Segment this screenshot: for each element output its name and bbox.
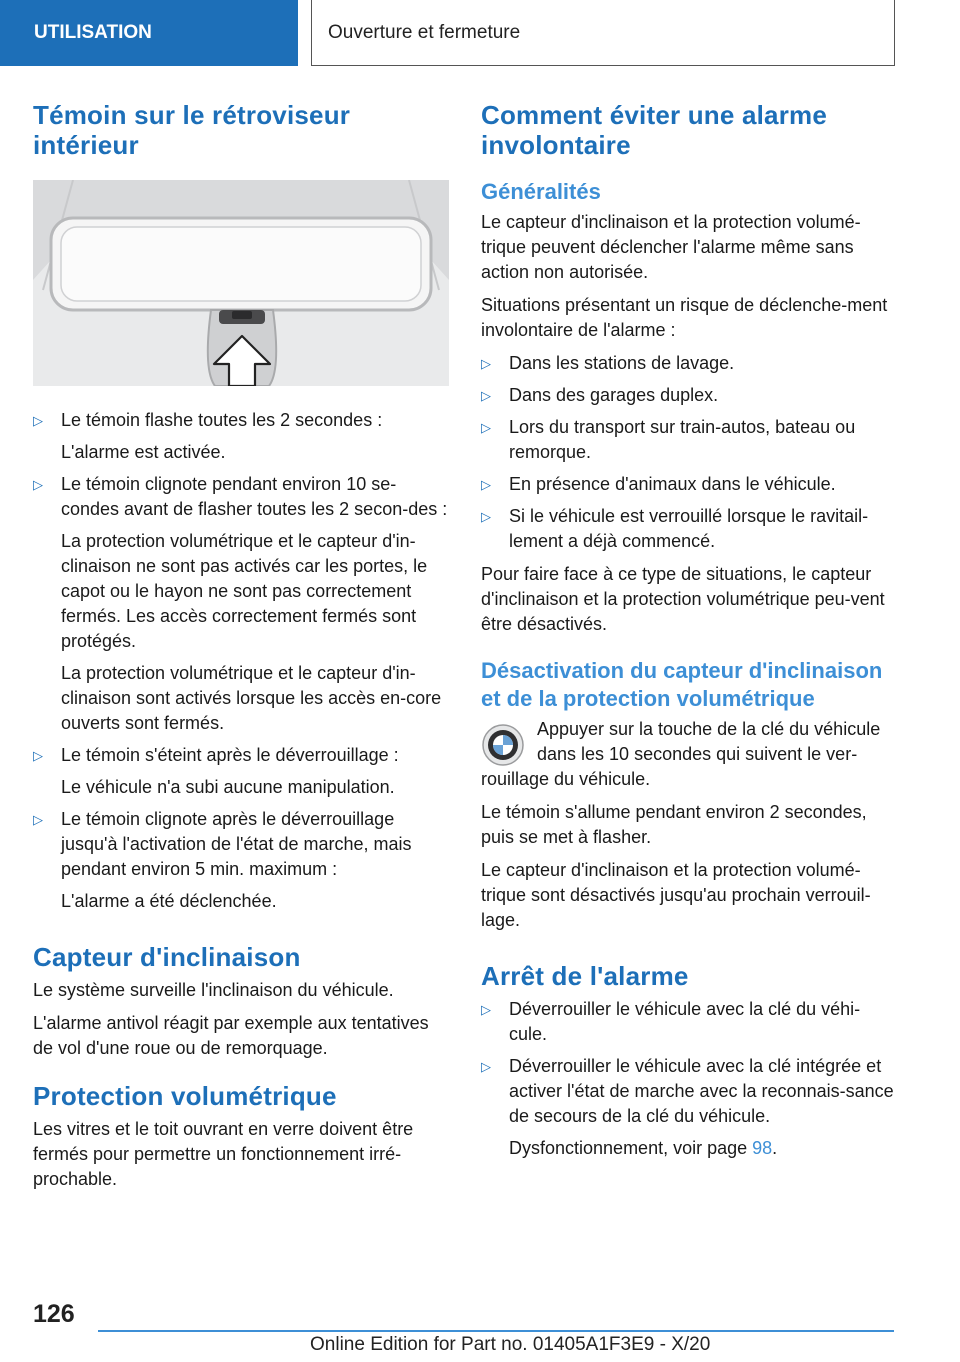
left-column bbox=[33, 100, 449, 1200]
stop-list bbox=[481, 997, 897, 1161]
heading-tilt-sensor: Capteur d'inclinaison bbox=[33, 942, 301, 972]
key-button-icon bbox=[481, 723, 525, 767]
list-item: ▷ Le témoin clignote pendant environ 10 se-condes avant de flasher toutes les 2 secon-des : La protection volumétrique et le capteur d'in-clinaison ne sont pas activés car les portes, le capot ou le hayon ne sont pas correctement fermés. Les accès correctement fermés sont protégés. La protection volumétrique et le capteur d'in-clinaison sont activés lorsque les accès en-core ouverts sont fermés. bbox=[33, 474, 448, 733]
list-item: ▷ Le témoin flashe toutes les 2 secondes : L'alarme est activée. bbox=[33, 410, 383, 462]
subheading-general: Généralités bbox=[481, 179, 601, 204]
page-reference-link[interactable]: 98 bbox=[752, 1138, 773, 1158]
section-tab: UTILISATION bbox=[0, 0, 298, 66]
triangle-bullet-icon: ▷ bbox=[33, 812, 43, 827]
list-item: ▷ Dans des garages duplex. bbox=[481, 383, 897, 408]
paragraph: Appuyer sur la touche de la clé du véhicule dans les 10 secondes qui suivent le ver-rouillage du véhicule. bbox=[481, 719, 881, 789]
triangle-bullet-icon: ▷ bbox=[33, 748, 43, 763]
paragraph: Pour faire face à ce type de situations, le capteur d'inclinaison et la protection volumétrique peu-vent être désactivés. bbox=[481, 564, 885, 634]
heading-volumetric: Protection volumétrique bbox=[33, 1081, 337, 1111]
footer-rule bbox=[98, 1330, 894, 1332]
heading-indicator: Témoin sur le rétroviseur intérieur bbox=[33, 100, 351, 160]
indicator-list bbox=[33, 408, 449, 914]
list-item: ▷ Si le véhicule est verrouillé lorsque le ravitail-lement a déjà commencé. bbox=[481, 506, 869, 551]
heading-avoid-alarm: Comment éviter une alarme involontaire bbox=[481, 100, 828, 160]
page-number: 126 bbox=[33, 1300, 75, 1328]
list-item: ▷ Déverrouiller le véhicule avec la clé du véhi-cule. bbox=[481, 999, 861, 1044]
paragraph: Le capteur d'inclinaison et la protection volumé-trique sont désactivés jusqu'au prochain verrouil-lage. bbox=[481, 860, 871, 930]
triangle-bullet-icon: ▷ bbox=[481, 420, 491, 435]
triangle-bullet-icon: ▷ bbox=[481, 1002, 491, 1017]
paragraph: Le système surveille l'inclinaison du véhicule. bbox=[33, 980, 394, 1000]
paragraph: Situations présentant un risque de déclenche-ment involontaire de l'alarme : bbox=[481, 295, 888, 340]
subheading-deactivation: Désactivation du capteur d'inclinaison et de la protection volumétrique bbox=[481, 658, 883, 711]
paragraph: Les vitres et le toit ouvrant en verre doivent être fermés pour permettre un fonctionnement irré-prochable. bbox=[33, 1119, 414, 1189]
footer-edition: Online Edition for Part no. 01405A1F3E9 - X/20 bbox=[310, 1334, 711, 1355]
list-item: ▷ En présence d'animaux dans le véhicule. bbox=[481, 472, 897, 497]
triangle-bullet-icon: ▷ bbox=[481, 509, 491, 524]
chapter-tab: Ouverture et fermeture bbox=[311, 0, 895, 66]
rearview-mirror-figure bbox=[33, 180, 449, 386]
list-item: ▷ Le témoin clignote après le déverrouillage jusqu'à l'activation de l'état de marche, mais pendant environ 5 min. maximum : L'alarme a été déclenchée. bbox=[33, 809, 412, 911]
triangle-bullet-icon: ▷ bbox=[33, 413, 43, 428]
triangle-bullet-icon: ▷ bbox=[481, 388, 491, 403]
paragraph: L'alarme antivol réagit par exemple aux tentatives de vol d'une roue ou de remorquage. bbox=[33, 1013, 429, 1058]
triangle-bullet-icon: ▷ bbox=[481, 356, 491, 371]
paragraph: Le capteur d'inclinaison et la protection volumé-trique peuvent déclencher l'alarme même sans action non autorisée. bbox=[481, 212, 861, 282]
list-item: ▷ Déverrouiller le véhicule avec la clé intégrée et activer l'état de marche avec la reconnais-sance de secours de la clé du véhicule. Dysfonctionnement, voir page 98. bbox=[481, 1056, 894, 1158]
heading-stop-alarm: Arrêt de l'alarme bbox=[481, 961, 689, 991]
triangle-bullet-icon: ▷ bbox=[481, 477, 491, 492]
key-instruction bbox=[481, 717, 897, 792]
list-item: ▷ Le témoin s'éteint après le déverrouillage : Le véhicule n'a subi aucune manipulation. bbox=[33, 745, 399, 797]
right-column bbox=[481, 100, 897, 1169]
paragraph: Le témoin s'allume pendant environ 2 secondes, puis se met à flasher. bbox=[481, 802, 867, 847]
triangle-bullet-icon: ▷ bbox=[481, 1059, 491, 1074]
situations-list bbox=[481, 351, 897, 554]
triangle-bullet-icon: ▷ bbox=[33, 477, 43, 492]
list-item: ▷ Dans les stations de lavage. bbox=[481, 351, 897, 376]
list-item: ▷ Lors du transport sur train-autos, bateau ou remorque. bbox=[481, 417, 856, 462]
